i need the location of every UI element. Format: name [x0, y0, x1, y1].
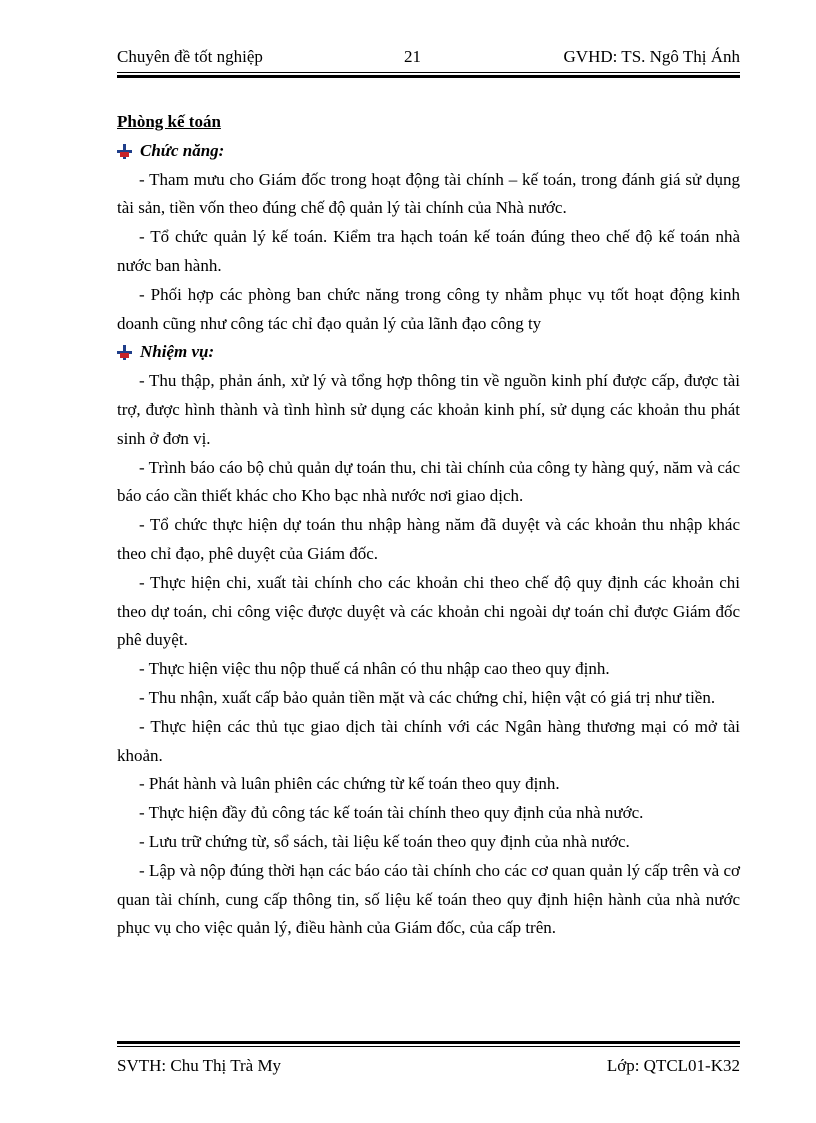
paragraph: - Thu nhận, xuất cấp bảo quản tiền mặt và các chứng chỉ, hiện vật có giá trị như tiền.: [139, 687, 716, 707]
functions-heading-text: Chức năng:: [140, 140, 225, 160]
paragraph: - Phát hành và luân phiên các chứng từ kế toán theo quy định.: [139, 774, 560, 794]
footer-student: SVTH: Chu Thị Trà My: [117, 1056, 282, 1075]
header-doc-title: Chuyên đề tốt nghiệp: [117, 47, 263, 66]
page-header: [117, 47, 740, 71]
duties-heading-text: Nhiệm vụ:: [140, 342, 215, 362]
paragraph: - Tham mưu cho Giám đốc trong hoạt động tài chính – kế toán, trong đánh giá sử dụng tài sản, tiền vốn theo đúng chế độ quản lý tài chính của Nhà nước.: [117, 169, 740, 218]
page-body: [117, 108, 740, 943]
header-rule: [117, 72, 740, 78]
duties-heading: [117, 338, 740, 367]
paragraph: - Phối hợp các phòng ban chức năng trong công ty nhằm phục vụ tốt hoạt động kinh doanh cũng như công tác chỉ đạo quản lý của lãnh đạo công ty: [117, 284, 740, 333]
paragraph: - Thu thập, phản ánh, xử lý và tổng hợp thông tin về nguồn kinh phí được cấp, được tài trợ, được hình thành và tình hình sử dụng các khoản kinh phí, sử dụng các khoản thu phát sinh ở đơn vị.: [117, 371, 740, 448]
paragraph: - Tổ chức quản lý kế toán. Kiểm tra hạch toán kế toán đúng theo chế độ kế toán nhà nước ban hành.: [117, 227, 740, 275]
paragraph: - Trình báo cáo bộ chủ quản dự toán thu, chi tài chính của công ty hàng quý, năm và các báo cáo cần thiết khác cho Kho bạc nhà nước nơi giao dịch.: [117, 457, 740, 506]
paragraph: - Lưu trữ chứng từ, sổ sách, tài liệu kế toán theo quy định của nhà nước.: [139, 831, 630, 851]
bullet-icon: [117, 345, 132, 360]
page-footer: [117, 1056, 740, 1080]
footer-rule: [117, 1041, 740, 1047]
footer-class: Lớp: QTCL01-K32: [606, 1056, 740, 1075]
paragraph: - Lập và nộp đúng thời hạn các báo cáo tài chính cho các cơ quan quản lý cấp trên và cơ quan tài chính, cung cấp thông tin, số liệu kế toán theo quy định hiện hành của nhà nước phục vụ cho việc quản lý, điều hành của Giám đốc, của cấp trên.: [117, 860, 740, 938]
paragraph: - Thực hiện việc thu nộp thuế cá nhân có thu nhập cao theo quy định.: [139, 659, 610, 679]
paragraph: - Thực hiện các thủ tục giao dịch tài chính với các Ngân hàng thương mại có mở tài khoản.: [117, 716, 740, 765]
paragraph: - Thực hiện chi, xuất tài chính cho các khoản chi theo chế độ quy định các khoản chi theo dự toán, chi công việc được duyệt và các khoản chi ngoài dự toán chỉ được Giám đốc phê duyệt.: [117, 572, 740, 650]
header-advisor: GVHD: TS. Ngô Thị Ánh: [563, 47, 740, 66]
bullet-icon: [117, 144, 132, 159]
section-title: Phòng kế toán: [117, 112, 221, 131]
paragraph: - Tổ chức thực hiện dự toán thu nhập hàng năm đã duyệt và các khoản thu nhập khác theo chỉ đạo, phê duyệt của Giám đốc.: [117, 515, 740, 563]
functions-heading: [117, 137, 740, 166]
page-number: 21: [404, 47, 421, 66]
paragraph: - Thực hiện đầy đủ công tác kế toán tài chính theo quy định của nhà nước.: [139, 803, 644, 823]
